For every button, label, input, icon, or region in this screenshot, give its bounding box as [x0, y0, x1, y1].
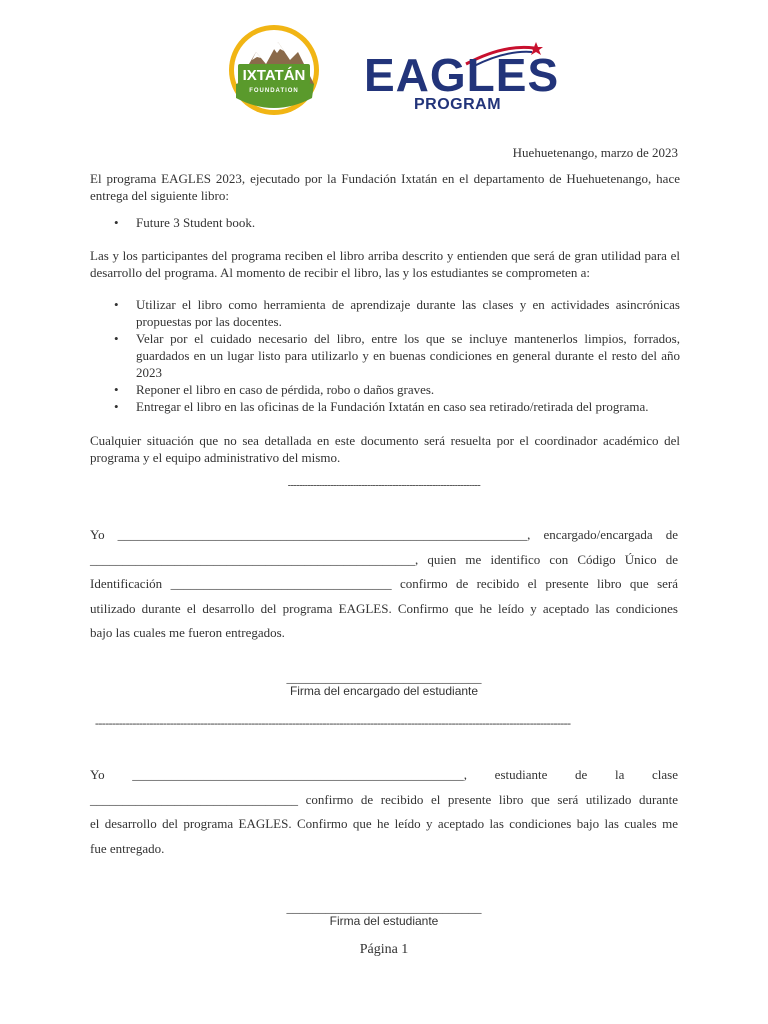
participants-paragraph: Las y los participantes del programa reciben el libro arriba descrito y entienden que será de gran utilidad para el desarrollo del programa. Al momento de recibir el libro, las y los estudiantes se comprometen a: — [90, 248, 680, 280]
student-name-blank[interactable]: ___________________________________________________ — [132, 767, 464, 782]
ixtatan-logo-sub: FOUNDATION — [249, 88, 299, 94]
student-line-1: Yo ___________________________________________________, estudiante de la clase — [90, 767, 679, 782]
guardian-line-5: bajo las cuales me fueron entregados. — [90, 625, 285, 640]
student-line-4: fue entregado. — [90, 840, 165, 856]
student-line-3: el desarrollo del programa EAGLES. Confirmo que he leído y aceptado las condiciones bajo las cuales me — [90, 816, 678, 831]
student-name-blank[interactable]: __________________________________________________ — [90, 551, 415, 567]
guardian-line-1: Yo _______________________________________________________________, encargado/encargada de — [90, 527, 678, 542]
guardian-signature-line[interactable]: ______________________________ — [286, 670, 482, 685]
eagles-logo-name: EAGLES — [364, 49, 560, 101]
list-item: • Entregar el libro en las oficinas de la Fundación Ixtatán en caso sea retirado/retirada del programa. — [90, 398, 680, 415]
student-confirmation — [90, 763, 678, 861]
book-list — [90, 214, 680, 231]
class-blank[interactable]: ________________________________ — [90, 791, 298, 807]
eagles-program-logo — [364, 40, 560, 120]
student-signature-line[interactable]: ______________________________ — [286, 900, 482, 915]
guardian-confirmation — [90, 523, 678, 646]
list-item: • Velar por el cuidado necesario del libro, entre los que se incluye mantenerlos limpios, forrados, guardados en un lugar listo para utilizarlo y en buenas condiciones en general durante el resto del año 2023 — [90, 330, 680, 381]
closing-paragraph: Cualquier situación que no sea detallada en este documento será resuelta por el coordinador académico del programa y el equipo administrativo del mismo. — [90, 433, 680, 465]
list-item: • Reponer el libro en caso de pérdida, robo o daños graves. — [90, 381, 680, 398]
commitments-list — [90, 296, 680, 415]
guardian-signature-caption: Firma del encargado del estudiante — [289, 684, 479, 698]
ixtatan-foundation-logo — [228, 24, 320, 116]
guardian-line-4: utilizado durante el desarrollo del programa EAGLES. Confirmo que he leído y aceptado las condiciones — [90, 600, 678, 616]
student-signature-caption: Firma del estudiante — [329, 914, 439, 928]
guardian-name-blank[interactable]: _______________________________________________________________ — [117, 527, 528, 542]
guardian-line-2: __________________________________________________, quien me identifico con Código Único de — [90, 551, 678, 567]
long-separator: -------------------------------------------------------------------------------------------------------------------------------------------- — [95, 716, 571, 730]
list-item: • Future 3 Student book. — [90, 214, 680, 231]
short-separator: -------------------------------------------------------------------- — [287, 480, 481, 491]
cui-blank[interactable]: __________________________________ — [170, 576, 392, 591]
student-line-2: ________________________________ confirmo de recibido el presente libro que será utilizado durante — [90, 791, 678, 807]
ixtatan-logo-name: IXTATÁN — [242, 67, 306, 84]
page-number: Página 1 — [359, 942, 409, 957]
date-line: Huehuetenango, marzo de 2023 — [512, 145, 678, 160]
guardian-line-3: Identificación __________________________________ confirmo de recibido el presente libro que será — [90, 576, 678, 591]
list-item: • Utilizar el libro como herramienta de aprendizaje durante las clases y en actividades asincrónicas propuestas por las docentes. — [90, 296, 680, 330]
intro-paragraph: El programa EAGLES 2023, ejecutado por la Fundación Ixtatán en el departamento de Huehuetenango, hace entrega del siguiente libro: — [90, 171, 680, 203]
eagles-logo-sub: PROGRAM — [414, 96, 502, 113]
